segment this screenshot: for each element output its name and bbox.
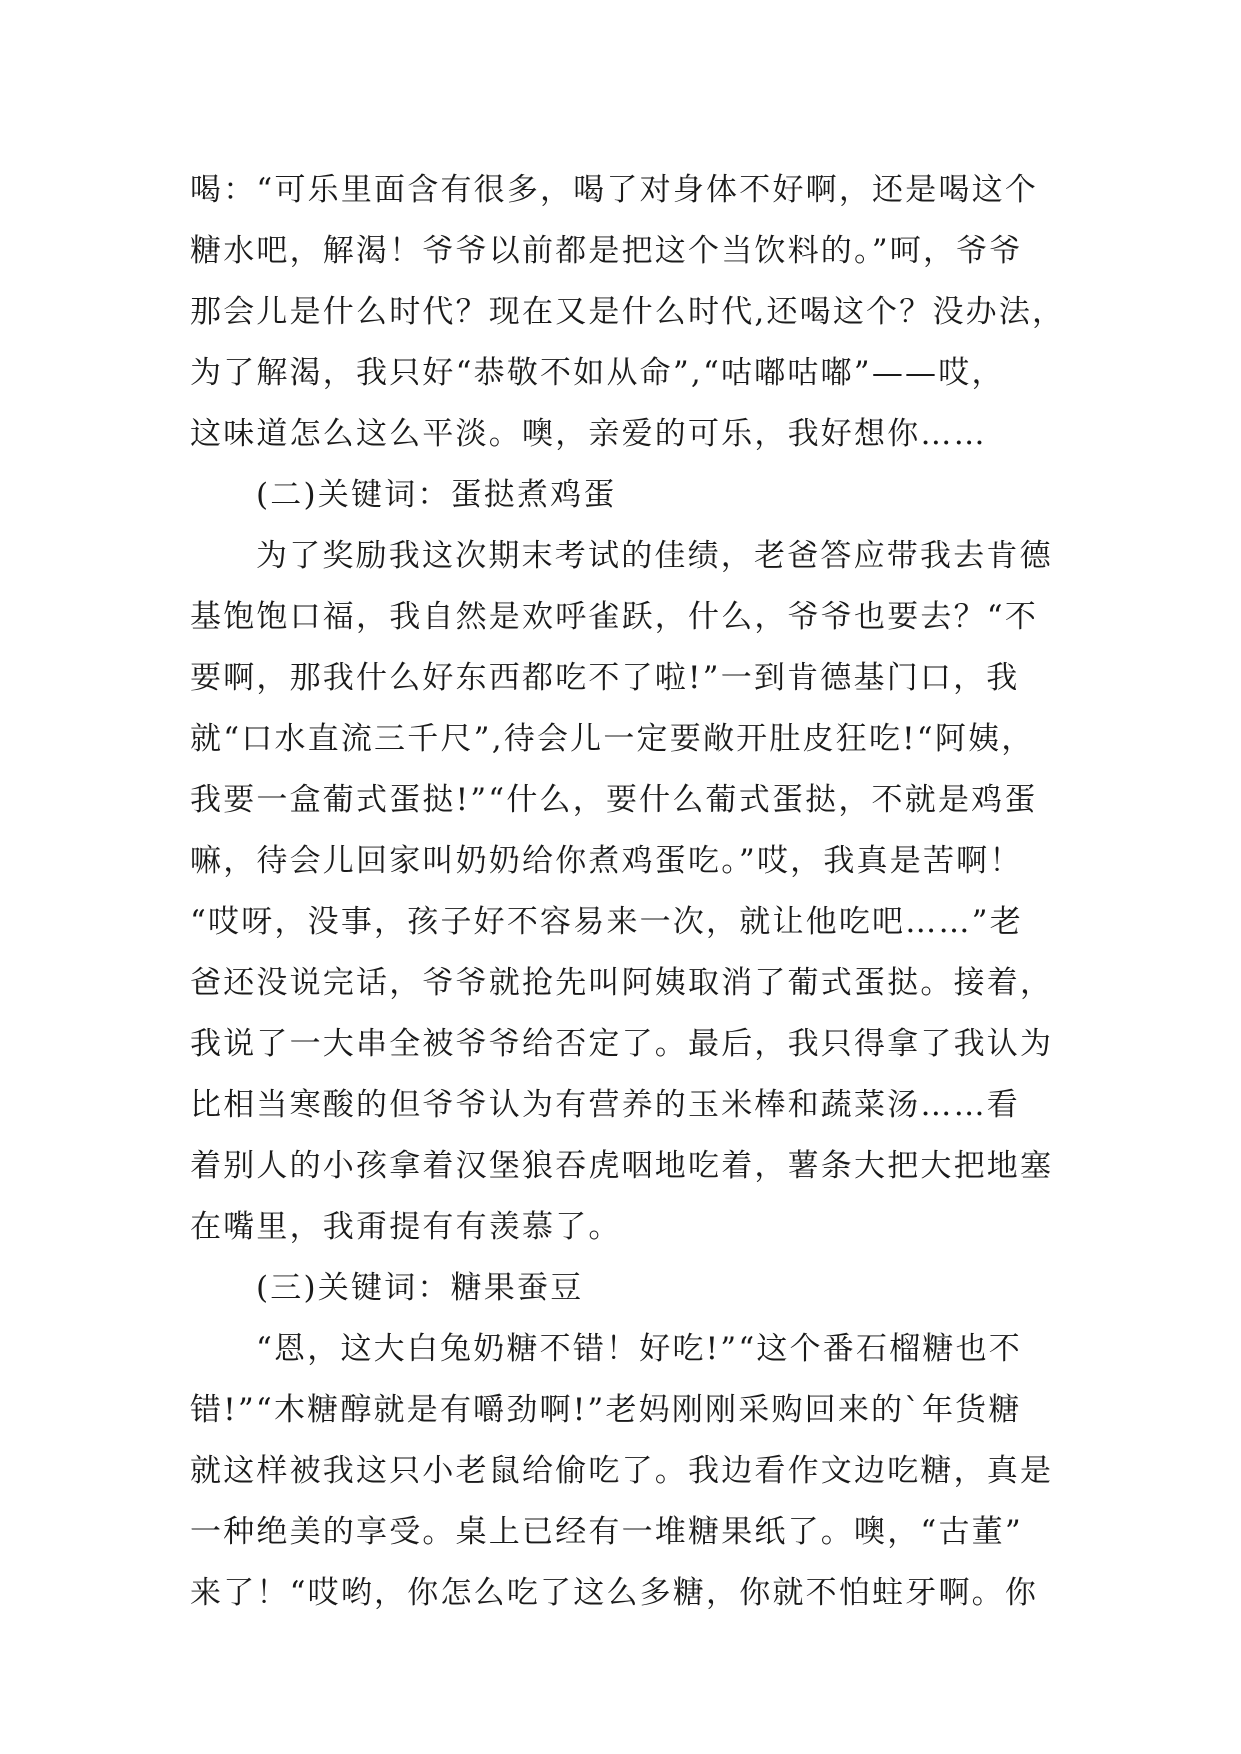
body-text xyxy=(190,160,1070,1624)
text-line: 糖水吧，解渴！爷爷以前都是把这个当饮料的。”呵，爷爷 xyxy=(190,233,1023,269)
section-heading: (三)关键词：糖果蚕豆 xyxy=(256,1270,584,1306)
paragraph-start: “恩，这大白兔奶糖不错！好吃!”“这个番石榴糖也不 xyxy=(256,1331,1022,1367)
text-line: 要啊，那我什么好东西都吃不了啦!”一到肯德基门口，我 xyxy=(190,660,1020,696)
text-line: 基饱饱口福，我自然是欢呼雀跃，什么，爷爷也要去？“不 xyxy=(190,599,1039,635)
text-line: 一种绝美的享受。桌上已经有一堆糖果纸了。噢，“古董” xyxy=(190,1514,1023,1550)
section-heading: (二)关键词：蛋挞煮鸡蛋 xyxy=(256,477,617,513)
text-line: 喝：“可乐里面含有很多，喝了对身体不好啊，还是喝这个 xyxy=(190,172,1039,208)
paragraph-start: 为了奖励我这次期末考试的佳绩，老爸答应带我去肯德 xyxy=(256,538,1053,574)
text-line: 这味道怎么这么平淡。噢，亲爱的可乐，我好想你…… xyxy=(190,416,987,452)
text-line: 那会儿是什么时代？现在又是什么时代,还喝这个？没办法， xyxy=(190,294,1066,330)
text-line: 在嘴里，我甭提有有羡慕了。 xyxy=(190,1209,622,1245)
text-line: 比相当寒酸的但爷爷认为有营养的玉米棒和蔬菜汤……看 xyxy=(190,1087,1020,1123)
text-line: 错!”“木糖醇就是有嚼劲啊!”老妈刚刚采购回来的`年货糖 xyxy=(190,1392,1022,1428)
text-line: 为了解渴，我只好“恭敬不如从命”,“咕嘟咕嘟”——哎， xyxy=(190,355,1005,391)
text-line: 嘛，待会儿回家叫奶奶给你煮鸡蛋吃。”哎，我真是苦啊！ xyxy=(190,843,1023,879)
text-line: 着别人的小孩拿着汉堡狼吞虎咽地吃着，薯条大把大把地塞 xyxy=(190,1148,1054,1184)
text-line: 来了！“哎哟，你怎么吃了这么多糖，你就不怕蛀牙啊。你 xyxy=(190,1575,1039,1611)
text-line: “哎呀，没事，孩子好不容易来一次，就让他吃吧……”老 xyxy=(190,904,1023,940)
text-line: 爸还没说完话，爷爷就抢先叫阿姨取消了葡式蛋挞。接着， xyxy=(190,965,1054,1001)
text-line: 我要一盒葡式蛋挞!”“什么，要什么葡式蛋挞，不就是鸡蛋 xyxy=(190,782,1038,818)
text-line: 我说了一大串全被爷爷给否定了。最后，我只得拿了我认为 xyxy=(190,1026,1054,1062)
text-line: 就“口水直流三千尺”,待会儿一定要敞开肚皮狂吃!“阿姨， xyxy=(190,721,1035,757)
text-line: 就这样被我这只小老鼠给偷吃了。我边看作文边吃糖，真是 xyxy=(190,1453,1054,1489)
